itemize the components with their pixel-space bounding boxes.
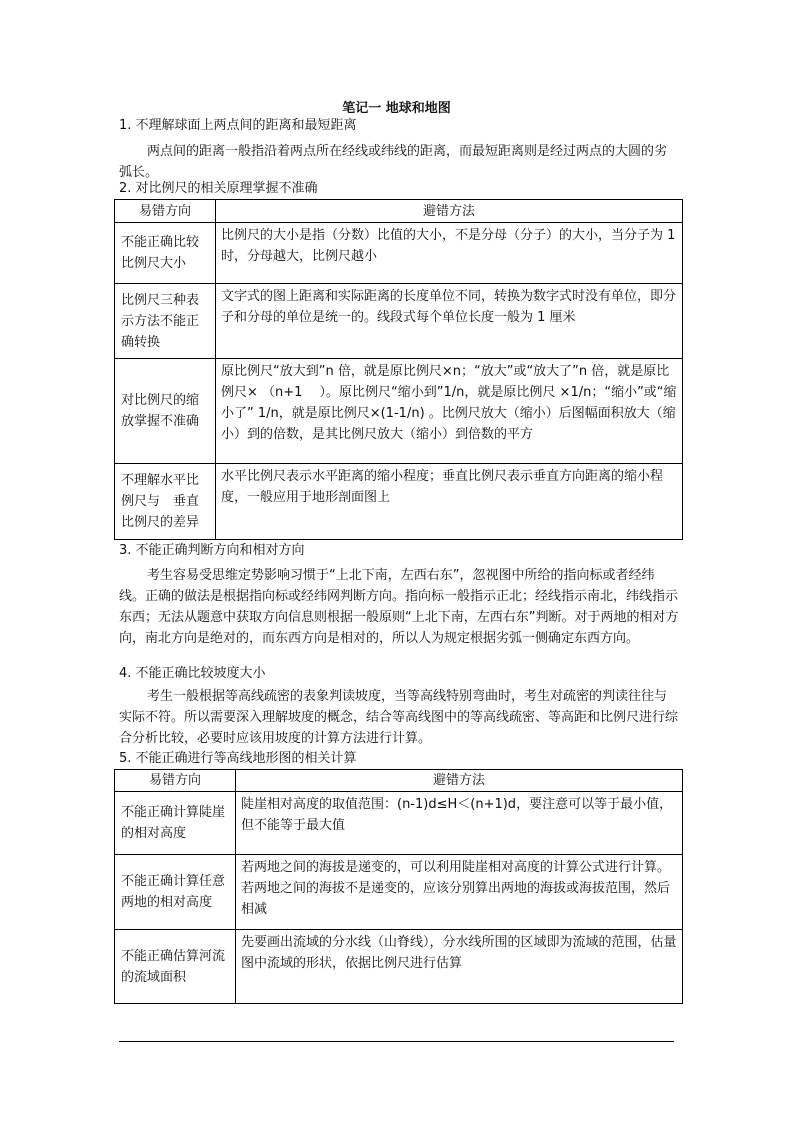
table-row — [115, 223, 683, 284]
error-direction-cell: 不能正确计算陡崖的相对高度 — [115, 792, 236, 855]
scale-errors-table — [114, 199, 683, 540]
section-1-heading: 1. 不理解球面上两点间的距离和最短距离 — [119, 118, 357, 133]
table-row — [115, 359, 683, 464]
table-row — [115, 855, 683, 930]
contour-calc-table — [114, 769, 683, 1004]
table-row — [115, 464, 683, 540]
section-4-text: 考生一般根据等高线疏密的表象判读坡度，当等高线特别弯曲时，考生对疏密的判读往往与实际不符。所以需要深入理解坡度的概念，结合等高线图中的等高线疏密、等高距和比例尺进行综合分析比较，必要时应该用坡度的计算方法进行计算。 — [119, 689, 679, 746]
section-4-heading: 4. 不能正确比较坡度大小 — [119, 666, 266, 681]
column-header: 易错方向 — [115, 200, 216, 223]
section-1-text: 两点间的距离一般指沿着两点所在经线或纬线的距离，而最短距离则是经过两点的大圆的劣弧长。 — [119, 144, 668, 180]
error-direction-cell: 不能正确估算河流的流域面积 — [115, 930, 236, 1004]
section-5-heading: 5. 不能正确进行等高线地形图的相关计算 — [119, 751, 357, 766]
avoidance-method-cell: 比例尺的大小是指（分数）比值的大小，不是分母（分子）的大小，当分子为 1 时，分母越大，比例尺越小 — [216, 223, 683, 284]
table-row — [115, 792, 683, 855]
error-direction-cell: 不理解水平比例尺与 垂直比例尺的差异 — [115, 464, 216, 540]
avoidance-method-cell: 水平比例尺表示水平距离的缩小程度；垂直比例尺表示垂直方向距离的缩小程度，一般应用于地形剖面图上 — [216, 464, 683, 540]
table-row — [115, 930, 683, 1004]
table-header-row — [115, 200, 683, 223]
error-direction-cell: 不能正确比较比例尺大小 — [115, 223, 216, 284]
section-4-paragraph — [119, 686, 679, 749]
error-direction-cell: 不能正确计算任意两地的相对高度 — [115, 855, 236, 930]
avoidance-method-cell: 原比例尺“放大到”n 倍，就是原比例尺×n；“放大”或“放大了”n 倍，就是原比例尺× （n+1 ）。原比例尺“缩小到”1/n，就是原比例尺 ×1/n；“缩小”或“缩小了” 1/n，就是原比例尺×(1-1/n) 。比例尺放大（缩小）后图幅面积放大（缩小）到的倍数，是其比例尺放大（缩小）到倍数的平方 — [216, 359, 683, 464]
avoidance-method-cell: 先要画出流域的分水线（山脊线），分水线所围的区域即为流域的范围，估量图中流域的形状，依据比例尺进行估算 — [236, 930, 683, 1004]
column-header: 避错方法 — [216, 200, 683, 223]
footer-divider — [119, 1041, 674, 1042]
section-3-heading: 3. 不能正确判断方向和相对方向 — [119, 543, 305, 558]
avoidance-method-cell: 若两地之间的海拔是递变的，可以利用陡崖相对高度的计算公式进行计算。若两地之间的海拔不是递变的，应该分别算出两地的海拔或海拔范围，然后相减 — [236, 855, 683, 930]
table-row — [115, 284, 683, 359]
error-direction-cell: 对比例尺的缩放掌握不准确 — [115, 359, 216, 464]
section-3-paragraph — [119, 565, 679, 649]
section-2-heading: 2. 对比例尺的相关原理掌握不准确 — [119, 181, 318, 196]
avoidance-method-cell: 陡崖相对高度的取值范围：(n-1)d≤H＜(n+1)d，要注意可以等于最小值，但不能等于最大值 — [236, 792, 683, 855]
error-direction-cell: 比例尺三种表示方法不能正确转换 — [115, 284, 216, 359]
column-header: 易错方向 — [115, 770, 236, 792]
section-1-paragraph — [119, 141, 679, 183]
table-header-row — [115, 770, 683, 792]
column-header: 避错方法 — [236, 770, 683, 792]
avoidance-method-cell: 文字式的图上距离和实际距离的长度单位不同，转换为数字式时没有单位，即分子和分母的单位是统一的。线段式每个单位长度一般为 1 厘米 — [216, 284, 683, 359]
page-title: 笔记一 地球和地图 — [342, 101, 451, 116]
section-3-text: 考生容易受思维定势影响习惯于“上北下南，左西右东”，忽视图中所给的指向标或者经纬线。正确的做法是根据指向标或经纬网判断方向。指向标一般指示正北；经线指示南北，纬线指示东西；无法从题意中获取方向信息则根据一般原则“上北下南，左西右东”判断。对于两地的相对方向，南北方向是绝对的，而东西方向是相对的，所以人为规定根据劣弧一侧确定东西方向。 — [119, 568, 679, 646]
